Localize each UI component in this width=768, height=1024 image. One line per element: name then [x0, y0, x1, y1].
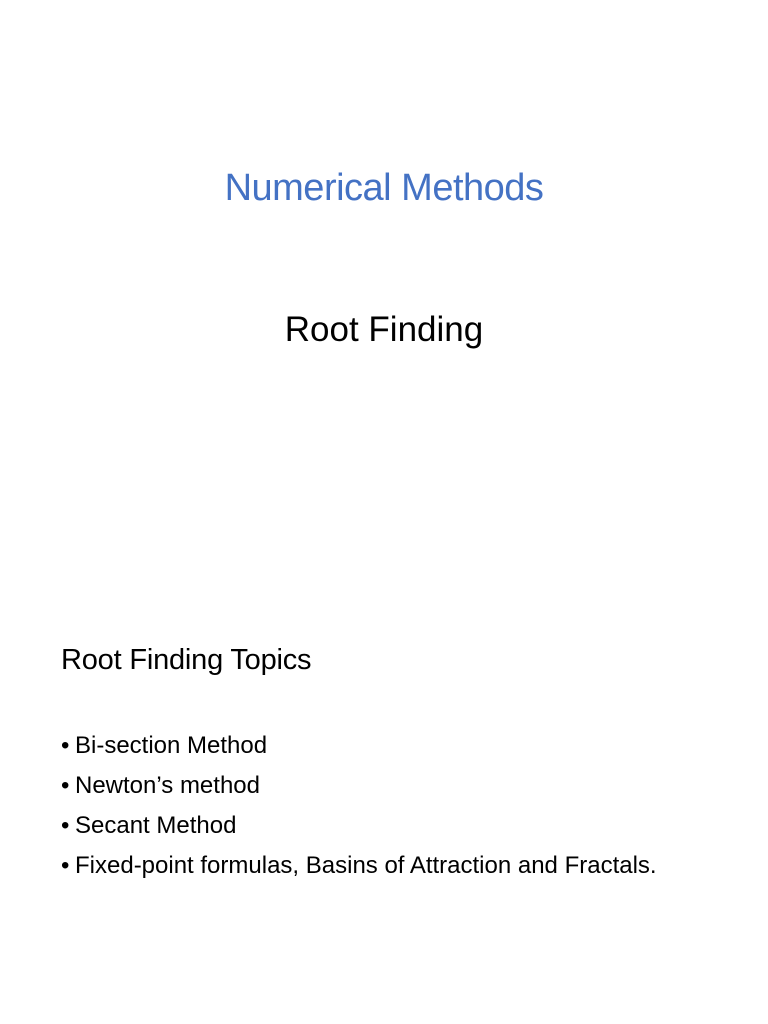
bullet-icon: •: [61, 812, 70, 839]
bullet-icon: •: [61, 852, 70, 879]
topic-item-secant: [61, 810, 661, 841]
bullet-icon: •: [61, 732, 70, 759]
slide-title: Numerical Methods: [224, 167, 544, 209]
topic-item-newton: [61, 770, 661, 801]
bullet-icon: •: [61, 772, 70, 799]
topic-item-bisection: [61, 730, 661, 761]
topic-label: Newton’s method: [75, 772, 260, 799]
topic-item-fixed-point: [61, 850, 661, 881]
topic-label: Secant Method: [75, 812, 237, 839]
topics-heading: Root Finding Topics: [61, 644, 312, 676]
topic-label: Fixed-point formulas, Basins of Attraction and Fractals.: [75, 852, 657, 879]
topic-label: Bi-section Method: [75, 732, 268, 759]
slide-subtitle: Root Finding: [284, 310, 484, 349]
content-slide: [0, 576, 768, 1024]
topics-list: [61, 730, 661, 890]
